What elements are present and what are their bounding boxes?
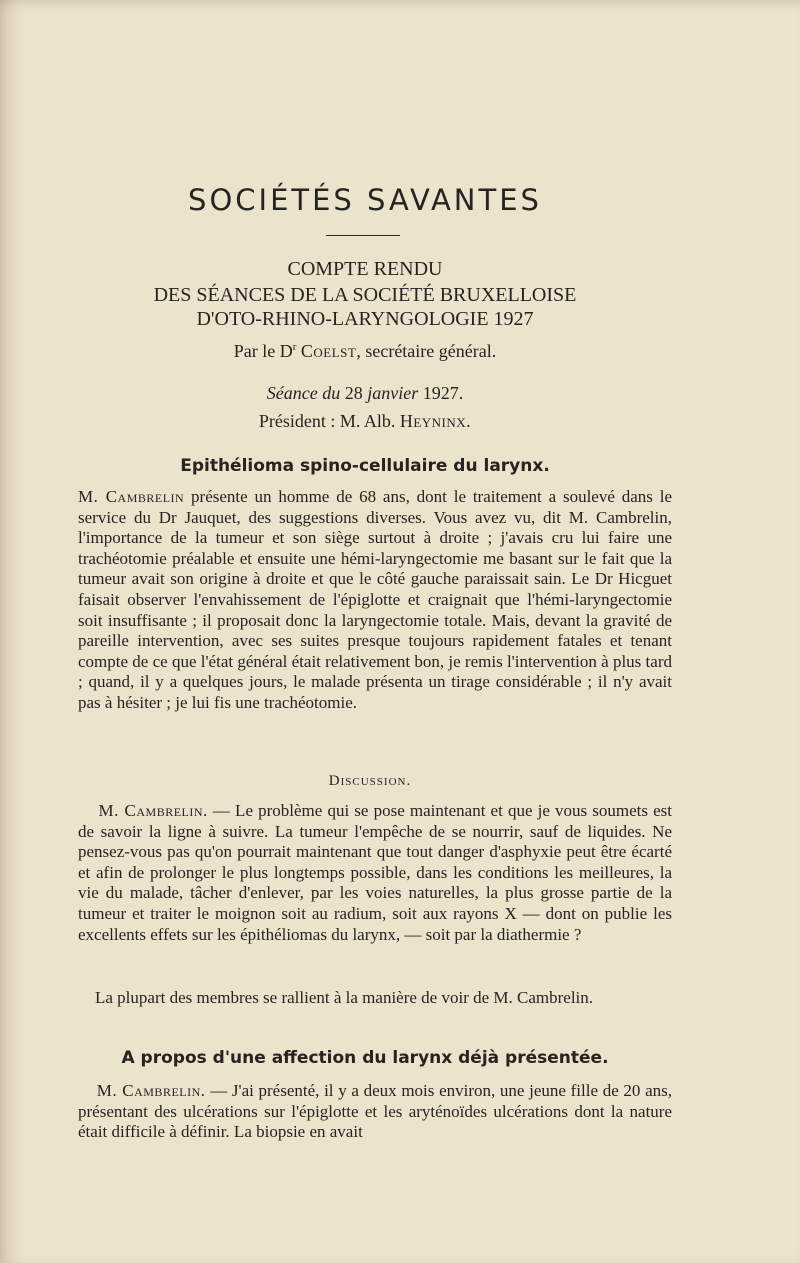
report-heading-line-3: D'OTO-RHINO-LARYNGOLOGIE 1927 [196, 308, 534, 330]
discussion-heading: Discussion. [328, 773, 412, 789]
author-name: Coelst [300, 341, 357, 361]
session-day: 28 [344, 383, 363, 403]
section-title-affection: A propos d'une affection du larynx déjà présentée. [121, 1048, 609, 1068]
paragraph-discussion [78, 801, 672, 945]
paragraph-closing [78, 988, 672, 1009]
speaker-name: M. Cambrelin [78, 487, 185, 506]
report-heading-line-2: DES SÉANCES DE LA SOCIÉTÉ BRUXELLOISE [153, 284, 577, 306]
session-label: Séance du [266, 383, 341, 403]
paragraph-text: — J'ai présenté, il y a deux mois environ, une jeune fille de 20 ans, présentant des ulcérations sur l'épiglotte et les aryténoïdes ulcérations dont la nature était difficile à définir. La biopsie en avait [78, 1081, 673, 1142]
president-name: Heyninx. [399, 411, 472, 431]
speaker-name: M. Cambrelin. [96, 1081, 206, 1100]
byline-suffix: , secrétaire général. [356, 341, 497, 361]
speaker-name: M. Cambrelin. [98, 801, 208, 820]
paragraph-epithelioma [78, 487, 672, 714]
session-month: janvier [367, 383, 419, 403]
title-rule [326, 235, 400, 236]
byline [0, 341, 730, 362]
paragraph-affection [78, 1081, 672, 1143]
page-title: SOCIÉTÉS SAVANTES [188, 183, 542, 217]
session-year: 1927. [422, 383, 464, 403]
session-date [0, 383, 730, 404]
section-title-epithelioma: Epithélioma spino-cellulaire du larynx. [180, 456, 550, 476]
president-line [0, 411, 730, 432]
president-prefix: Président : M. Alb. [258, 411, 396, 431]
report-heading-line-1: COMPTE RENDU [287, 258, 443, 280]
paragraph-text: — Le problème qui se pose maintenant et que je vous soumets est de savoir la ligne à suivre. La tumeur l'empêche de se nourrir, sauf de liquides. Ne pensez-vous pas qu'on pourrait maintenant que tout danger d'asphyxie peut être écarté et afin de prolonger le plus longtemps possible, dans les conditions les meilleures, la vie du malade, tâcher d'enlever, par les voies naturelles, la plus grosse partie de la tumeur et traiter le moignon soit au radium, soit aux rayons X — dont on publie les excellents effets sur les épithéliomas du larynx, — soit par la diathermie ? [78, 801, 673, 944]
byline-sup: r [292, 341, 297, 353]
paragraph-text: présente un homme de 68 ans, dont le traitement a soulevé dans le service du Dr Jauquet, des suggestions diverses. Vous avez vu, dit M. Cambrelin, l'importance de la tumeur et son siège surtout à droite ; j'avais cru lui faire une trachéotomie préalable et ensuite une hémi-laryngectomie me basant sur le fait que la tumeur avait son origine à droite et que le côté gauche paraissait sain. Le Dr Hicguet faisait observer l'envahissement de l'épiglotte et craignait que l'hémi-laryngectomie soit insuffisante ; il proposait donc la laryngectomie totale. Mais, devant la gravité de pareille intervention, avec ses suites presque toujours rapidement fatales et tenant compte de ce que l'état général était relativement bon, je remis l'intervention à plus tard ; quand, il y a quelques jours, le malade présenta un tirage considérable ; il n'y avait pas à hésiter ; je lui fis une trachéotomie. [78, 487, 672, 712]
closing-text: La plupart des membres se rallient à la manière de voir de M. Cambrelin. [95, 988, 594, 1007]
byline-prefix: Par le D [233, 341, 293, 361]
